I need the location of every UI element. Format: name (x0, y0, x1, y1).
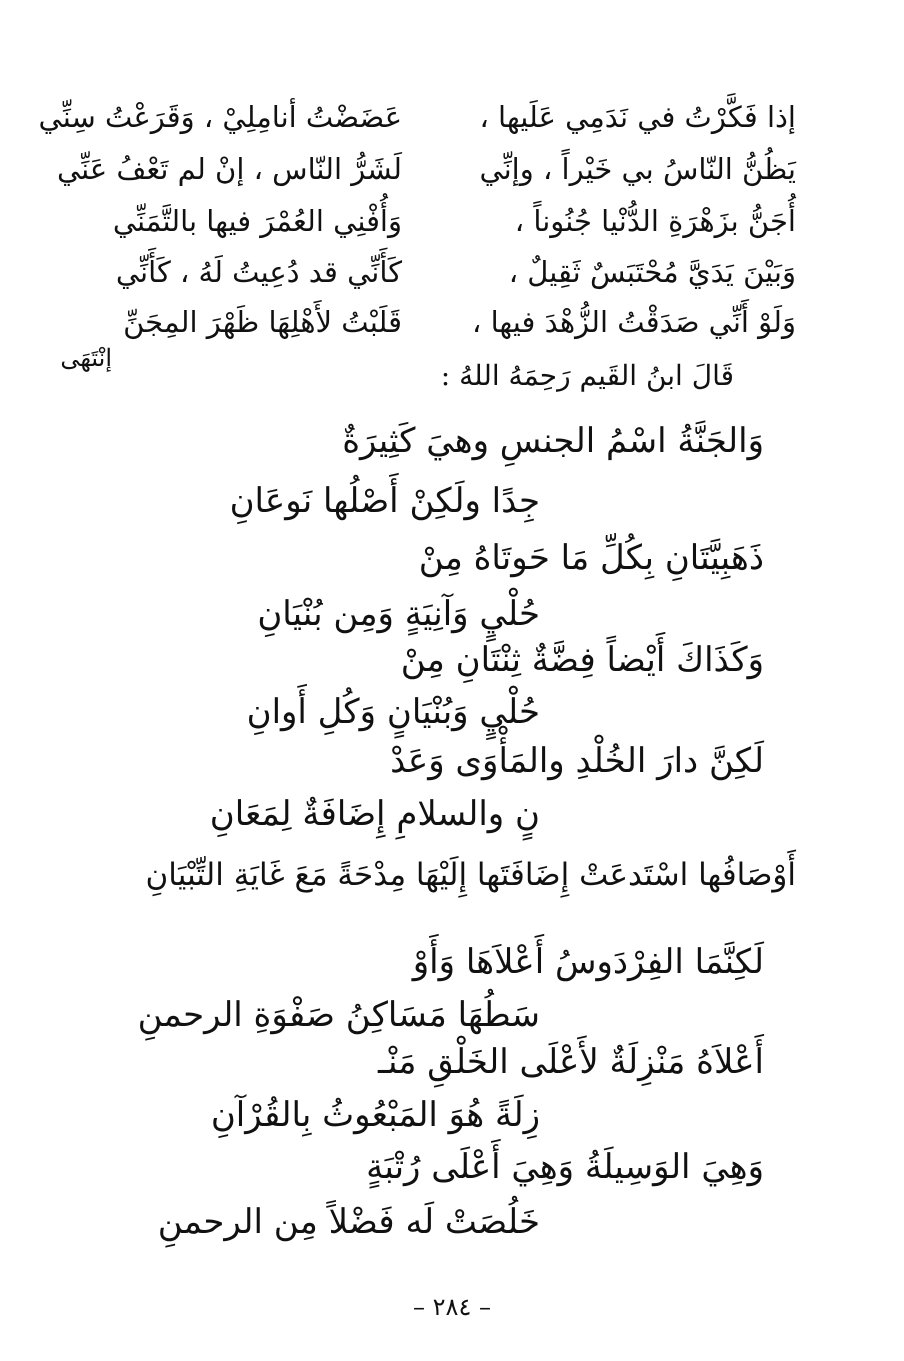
couplet-1-left: عَضَضْتُ أنامِلِيْ ، وَقَرَعْتُ سِنِّي (38, 100, 402, 134)
poem-line-6: حُلْيٍ وَبُنْيَانٍ وَكُلِ أَوانِ (246, 692, 540, 732)
poem-intro: قَالَ ابنُ القَيم رَحِمَهُ اللهُ : (440, 359, 734, 392)
end-word: إنْتَهَى (60, 344, 112, 372)
couplet-4-right: وَبَيْنَ يَدَيَّ مُحْتَبَسٌ ثَقِيلٌ ، (508, 255, 796, 289)
poem-line-4: حُلْيٍ وَآنِيَةٍ وَمِن بُنْيَانِ (257, 594, 540, 634)
couplet-3-left: وَأُفْنِي العُمْرَ فيها بالتَّمَنِّي (112, 204, 402, 238)
poem-line-9: أَوْصَافُها اسْتَدعَتْ إِضَافَتَها إِلَيْهَا مِدْحَةً مَعَ غَايَةِ التِّبْيَانِ (145, 857, 796, 893)
poem-line-10: لَكِنَّمَا الفِرْدَوسُ أَعْلاَهَا وَأَوْ (412, 942, 764, 982)
poem-line-1: وَالجَنَّةُ اسْمُ الجنسِ وهيَ كَثِيرَةٌ (342, 421, 764, 461)
poem-line-11: سَطُهَا مَسَاكِنُ صَفْوَةِ الرحمنِ (137, 995, 540, 1035)
poem-line-2: جِدًا ولَكِنْ أَصْلُها نَوعَانِ (229, 481, 540, 521)
couplet-5-right: وَلَوْ أَنِّي صَدَقْتُ الزُّهْدَ فيها ، (472, 305, 796, 339)
couplet-1-right: إذا فَكَّرْتُ في نَدَمِي عَلَيها ، (479, 100, 796, 134)
couplet-5-left: قَلَبْتُ لأَهْلِهَا ظَهْرَ المِجَنِّ (123, 305, 402, 339)
poem-line-14: وَهِيَ الوَسِيلَةُ وَهِيَ أَعْلَى رُتْبَةٍ (366, 1147, 764, 1187)
page-number: – ٢٨٤ – (413, 1293, 491, 1321)
poem-line-3: ذَهَبِيَّتَانِ بِكُلِّ مَا حَوتَاهُ مِنْ (418, 538, 764, 578)
poem-line-5: وَكَذَاكَ أَيْضاً فِضَّةٌ ثِنْتَانِ مِنْ (400, 640, 764, 680)
poem-line-12: أَعْلاَهُ مَنْزِلَةٌ لأَعْلَى الخَلْقِ مَنْـ (378, 1042, 764, 1082)
couplet-3-right: أُجَنُّ بزَهْرَةِ الدُّنْيا جُنُوناً ، (514, 204, 796, 238)
couplet-2-right: يَظُنُّ النّاسُ بي خَيْراً ، وإنِّي (479, 152, 796, 186)
poem-line-7: لَكِنَّ دارَ الخُلْدِ والمَأْوَى وَعَدْ (390, 741, 764, 781)
couplet-2-left: لَشَرُّ النّاس ، إنْ لم تَعْفُ عَنِّي (56, 152, 402, 186)
couplet-4-left: كَأَنِّي قد دُعِيتُ لَهُ ، كَأَنِّي (115, 255, 402, 289)
poem-line-8: نٍ والسلامِ إِضَافَةٌ لِمَعَانِ (209, 794, 540, 834)
poem-line-15: خَلُصَتْ لَه فَضْلاً مِن الرحمنِ (157, 1202, 540, 1242)
poem-line-13: زِلَةً هُوَ المَبْعُوثُ بِالقُرْآنِ (210, 1095, 540, 1135)
